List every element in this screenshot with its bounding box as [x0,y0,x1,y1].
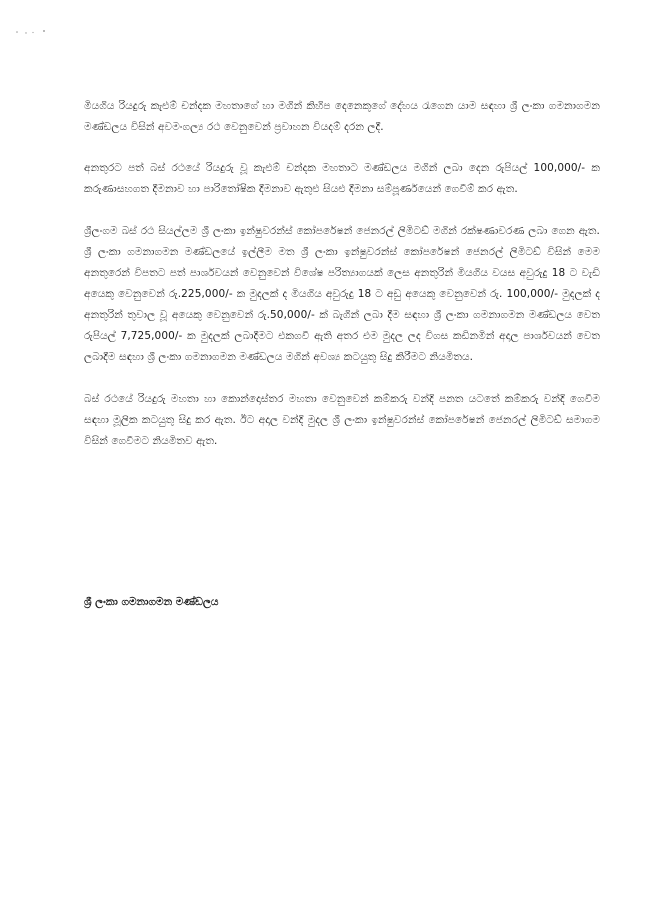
document-body [84,96,600,452]
scan-artifact-marks [14,22,54,36]
signature-organization: ශ්‍රී ලංකා ගමනාගමන මණ්ඩලය [84,596,219,608]
paragraph-insurance-payments: ශ්‍රීලංගම බස් රථ සියල්ලම ශ්‍රී ලංකා ඉන්ෂුවරන්ස් කෝපරේෂන් ජෙනරල් ලිමිටඩ් මගින් රක්ෂණාවරණ ලබා ගෙන ඇත. ශ්‍රී ලංකා ගමනාගමන මණ්ඩලයේ ඉල්ලීම මත ශ්‍රී ලංකා ඉන්ෂුවරන්ස් කෝපරේෂන් ජෙනරල් ලිමිටඩ් විසින් මෙම අනතුරෙන් විපතට පත් පාර්ශවයන් වෙනුවෙන් විශේෂ පරිත්‍යාගයක් ලෙස අනතුරින් මියගිය වයස අවුරුදු 18 ට වැඩි අයෙකු වෙනුවෙන් රු.225,000/- ක මුදලක් ද මියගිය අවුරුදු 18 ට අඩු අයෙකු වෙනුවෙන් රු. 100,000/- මුදලක් ද අනතුරින් තුවාල වූ අයෙකු වෙනුවෙන් රු.50,000/- ක් බැගින් ලබා දීම සඳහා ශ්‍රී ලංකා ගමනාගමන මණ්ඩලය වෙත රුපියල් 7,725,000/- ක මුදලක් ලබාදීමට එකගවී ඇති අතර එම මුදල ලද විගස කඩිනමින් අදාල පාර්ශවයන් වෙත ලබාදීම සඳහා ශ්‍රී ලංකා ගමනාගමන මණ්ඩලය මගින් අවශ්‍ය කටයුතු සිදු කිරීමට නියමිතය. [84,225,600,363]
paragraph-funeral-expenses: මියගිය රියදුරු කැළුම් චන්දක මහතාගේ හා මගින් කිහිප දෙනෙකුගේ දේහය රැගෙන යාම සඳහා ශ්‍රී ලංකා ගමනාගමන මණ්ඩලය විසින් අවමංගල්‍ය රථ වෙනුවෙන් ප්‍රවාහන වියදම් දරන ලදී. [84,100,600,133]
paragraph-driver-compensation: අනතුරට පත් බස් රථයේ රියදුරු වූ කැළුම් චන්දක මහතාට මණ්ඩලය මගින් ලබා දෙන රුපියල් 100,000/- ක කරුණාසහගත දීමනාව හා පාරිතෝෂික දීමනාව ඇතුළු සියළු දීමනා සම්පූර්ණයෙන් ගෙවීම් කර ඇත. [84,162,600,195]
paragraph-workmen-compensation: බස් රථයේ රියදුරු මහතා හා කොන්දොස්තර මහතා වෙනුවෙන් කම්කරු වන්දි පනත යටතේ කම්කරු වන්දි ගෙවීම සඳහා මූලික කටයුතු සිදු කර ඇත. ඊට අදාල වන්දි මුදල ශ්‍රී ලංකා ඉන්ෂුවරන්ස් කෝපරේෂන් ජෙනරල් ලිමිටඩ් සමාගම විසින් ගෙවීමට නියමිතව ඇත. [84,393,600,447]
